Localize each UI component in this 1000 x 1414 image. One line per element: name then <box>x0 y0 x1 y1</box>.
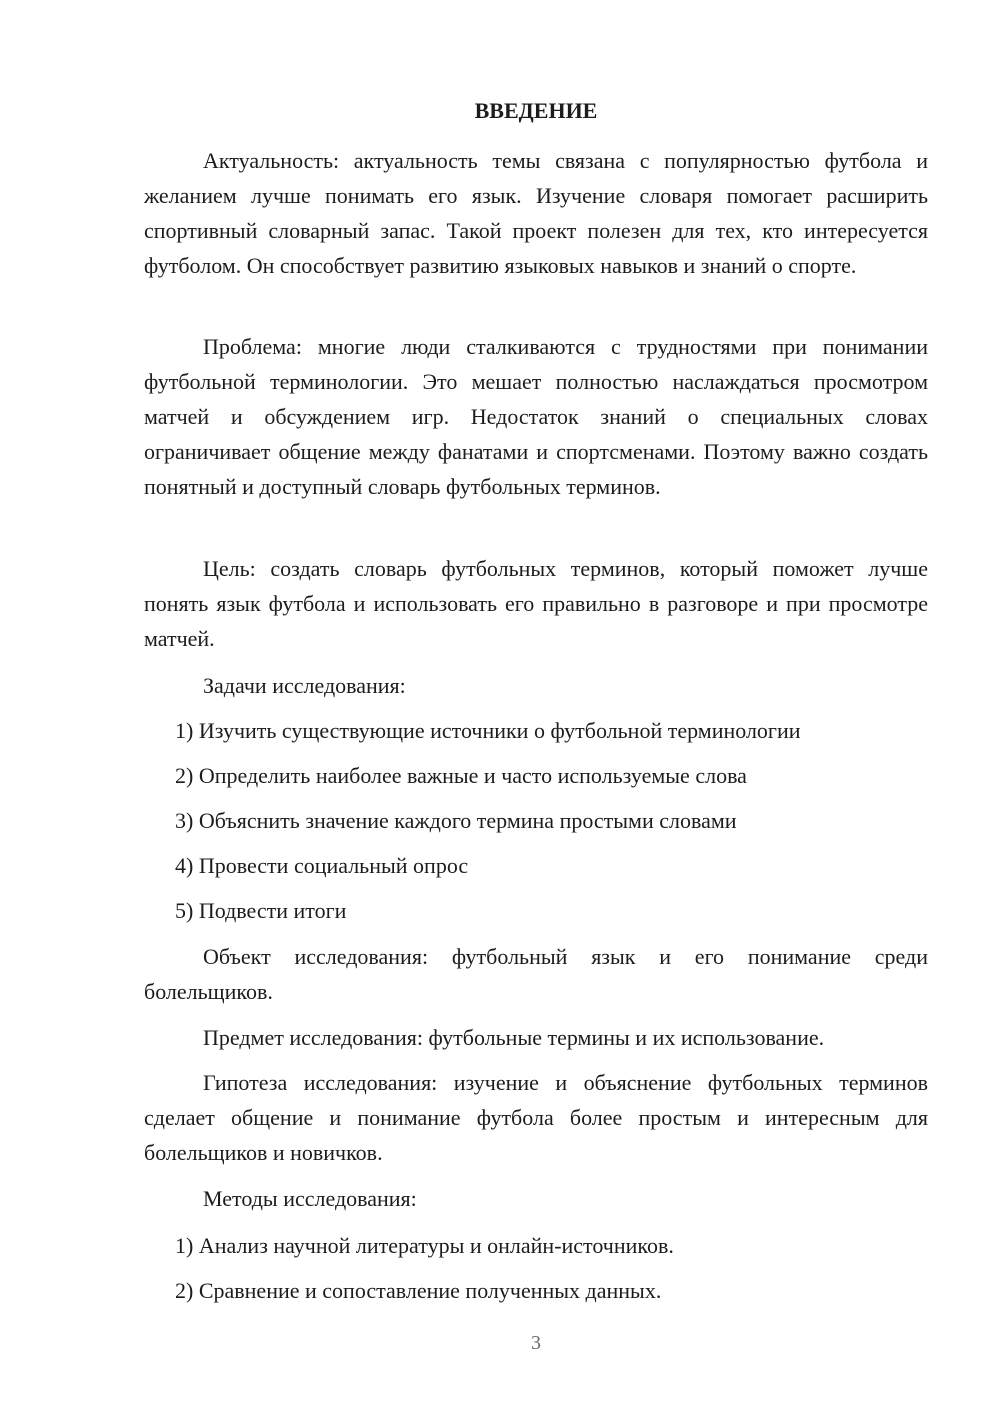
relevance-paragraph: Актуальность: актуальность темы связана с популярностью футбола и желанием лучше понимать его язык. Изучение словаря помогает расширить спортивный словарный запас. Такой проект полезен для тех, кто интересуется футболом. Он способствует развитию языковых навыков и знаний о спорте. <box>144 148 928 278</box>
goal-paragraph: Цель: создать словарь футбольных терминов, который поможет лучше понять язык футбола и использовать его правильно в разговоре и при просмотре матчей. <box>144 556 928 651</box>
page-number: 3 <box>531 1332 541 1354</box>
method-item-1: 1) Анализ научной литературы и онлайн-источников. <box>175 1233 674 1258</box>
problem-paragraph: Проблема: многие люди сталкиваются с трудностями при понимании футбольной терминологии. Это мешает полностью наслаждаться просмотром матчей и обсуждением игр. Недостаток знаний о специальных словах ограничивает общение между фанатами и спортсменами. Поэтому важно создать понятный и доступный словарь футбольных терминов. <box>144 334 928 499</box>
task-item-3: 3) Объяснить значение каждого термина простыми словами <box>175 808 737 833</box>
task-item-5: 5) Подвести итоги <box>175 898 347 923</box>
methods-heading: Методы исследования: <box>203 1186 417 1211</box>
task-item-1: 1) Изучить существующие источники о футбольной терминологии <box>175 718 801 743</box>
tasks-heading: Задачи исследования: <box>203 673 406 698</box>
object-paragraph: Объект исследования: футбольный язык и его понимание среди болельщиков. <box>144 944 928 1004</box>
page-title: ВВЕДЕНИЕ <box>474 98 598 123</box>
subject-paragraph: Предмет исследования: футбольные термины и их использование. <box>203 1025 825 1050</box>
task-item-4: 4) Провести социальный опрос <box>175 853 469 878</box>
hypothesis-paragraph: Гипотеза исследования: изучение и объяснение футбольных терминов сделает общение и понимание футбола более простым и интересным для болельщиков и новичков. <box>144 1070 928 1165</box>
task-item-2: 2) Определить наиболее важные и часто используемые слова <box>175 763 747 788</box>
method-item-2: 2) Сравнение и сопоставление полученных данных. <box>175 1278 662 1303</box>
